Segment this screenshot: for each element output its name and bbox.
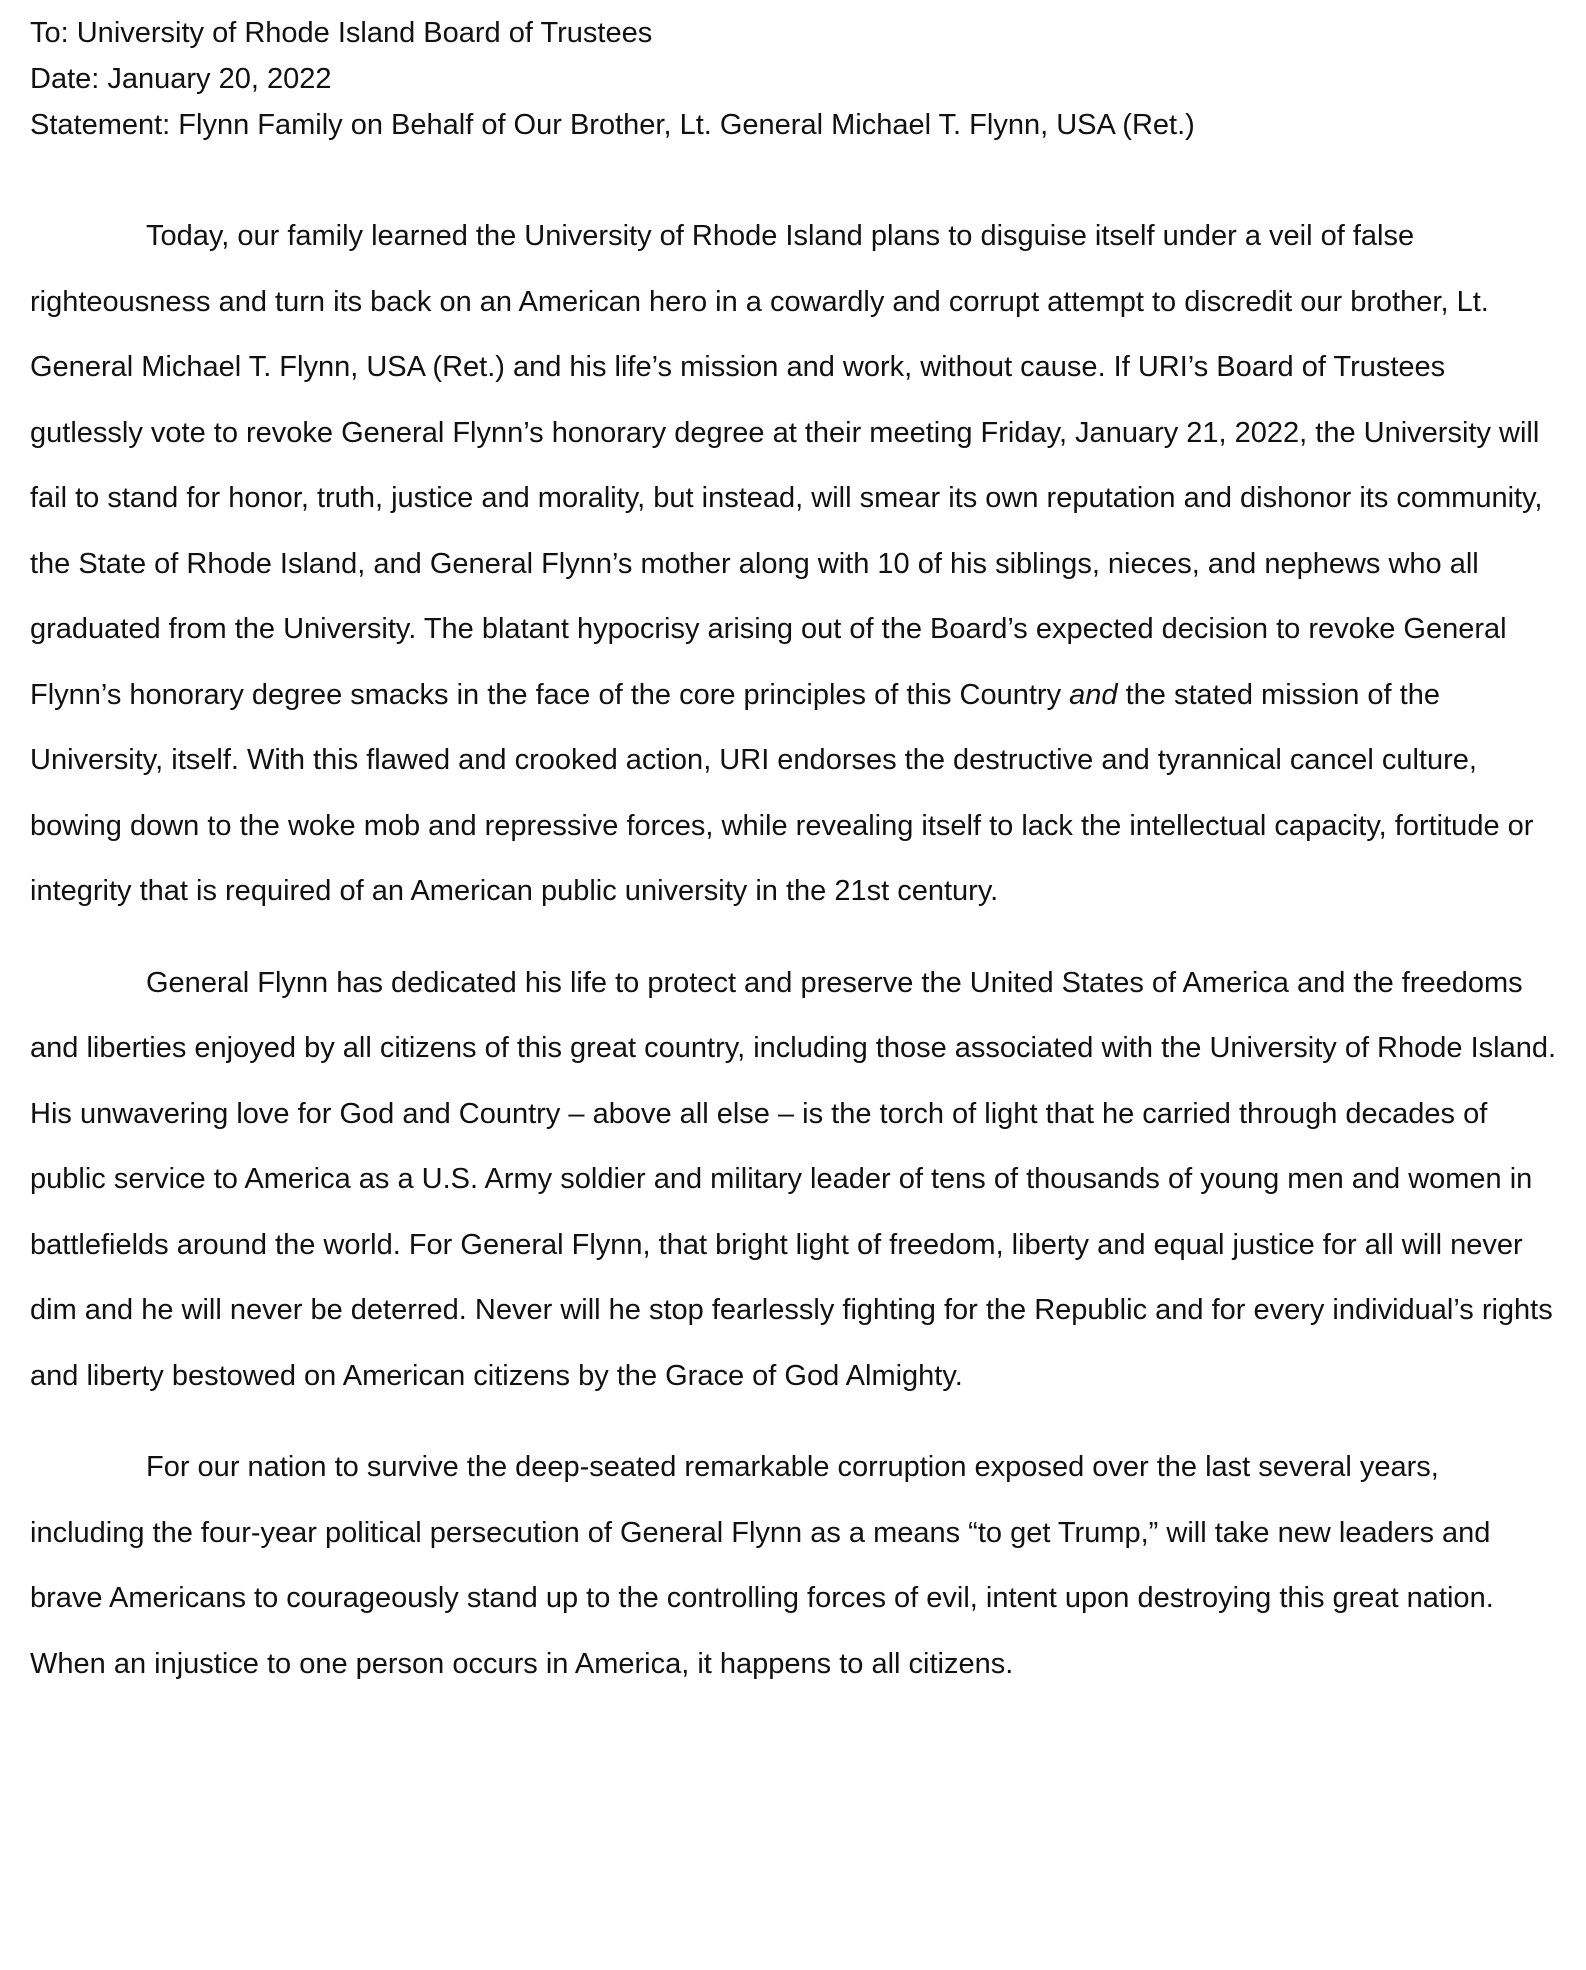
paragraph-2: General Flynn has dedicated his life to protect and preserve the United States of America and the freedoms and liberties enjoyed by all citizens of this great country, including those associated with the University of Rhode Island. His unwavering love for God and Country – above all else – is the torch of light that he carried through decades of public service to America as a U.S. Army soldier and military leader of tens of thousands of young men and women in battlefields around the world. For General Flynn, that bright light of freedom, liberty and equal justice for all will never dim and he will never be deterred. Never will he stop fearlessly fighting for the Republic and for every individual’s rights and liberty bestowed on American citizens by the Grace of God Almighty. [30,966,1557,1392]
document-page [30,10,1560,1723]
paragraph-1-emphasis: and [1069,678,1118,711]
paragraph-1 [30,204,1560,925]
to-line: To: University of Rhode Island Board of Trustees [30,17,653,49]
paragraph-1-text-a: Today, our family learned the University of Rhode Island plans to disguise itself under a veil of false righteousness and turn its back on an American hero in a cowardly and corrupt attempt to discredit our brother, Lt. General Michael T. Flynn, USA (Ret.) and his life’s mission and work, without cause. If URI’s Board of Trustees gutlessly vote to revoke General Flynn’s honorary degree at their meeting Friday, January 21, 2022, the University will fail to stand for honor, truth, justice and morality, but instead, will smear its own reputation and dishonor its community, the State of Rhode Island, and General Flynn’s mother along with 10 of his siblings, nieces, and nephews who all graduated from the University. The blatant hypocrisy arising out of the Board’s expected decision to revoke General Flynn’s honorary degree smacks in the face of the core principles of this Country [30,220,1543,711]
paragraph-1-text-b: the stated mission of the University, itself. With this flawed and crooked action, URI endorses the destructive and tyrannical cancel culture, bowing down to the woke mob and repressive forces, while revealing itself to lack the intellectual capacity, fortitude or integrity that is required of an American public university in the 21st century. [30,678,1534,907]
paragraph-3: For our nation to survive the deep-seated remarkable corruption exposed over the last several years, including the four-year political persecution of General Flynn as a means “to get Trump,” will take new leaders and brave Americans to courageously stand up to the controlling forces of evil, intent upon destroying this great nation. When an injustice to one person occurs in America, it happens to all citizens. [30,1451,1494,1680]
memo-header [30,10,1560,148]
statement-line: Statement: Flynn Family on Behalf of Our Brother, Lt. General Michael T. Flynn, USA (Ret.) [30,109,1195,141]
date-line: Date: January 20, 2022 [30,63,332,95]
statement-body [30,204,1560,1697]
